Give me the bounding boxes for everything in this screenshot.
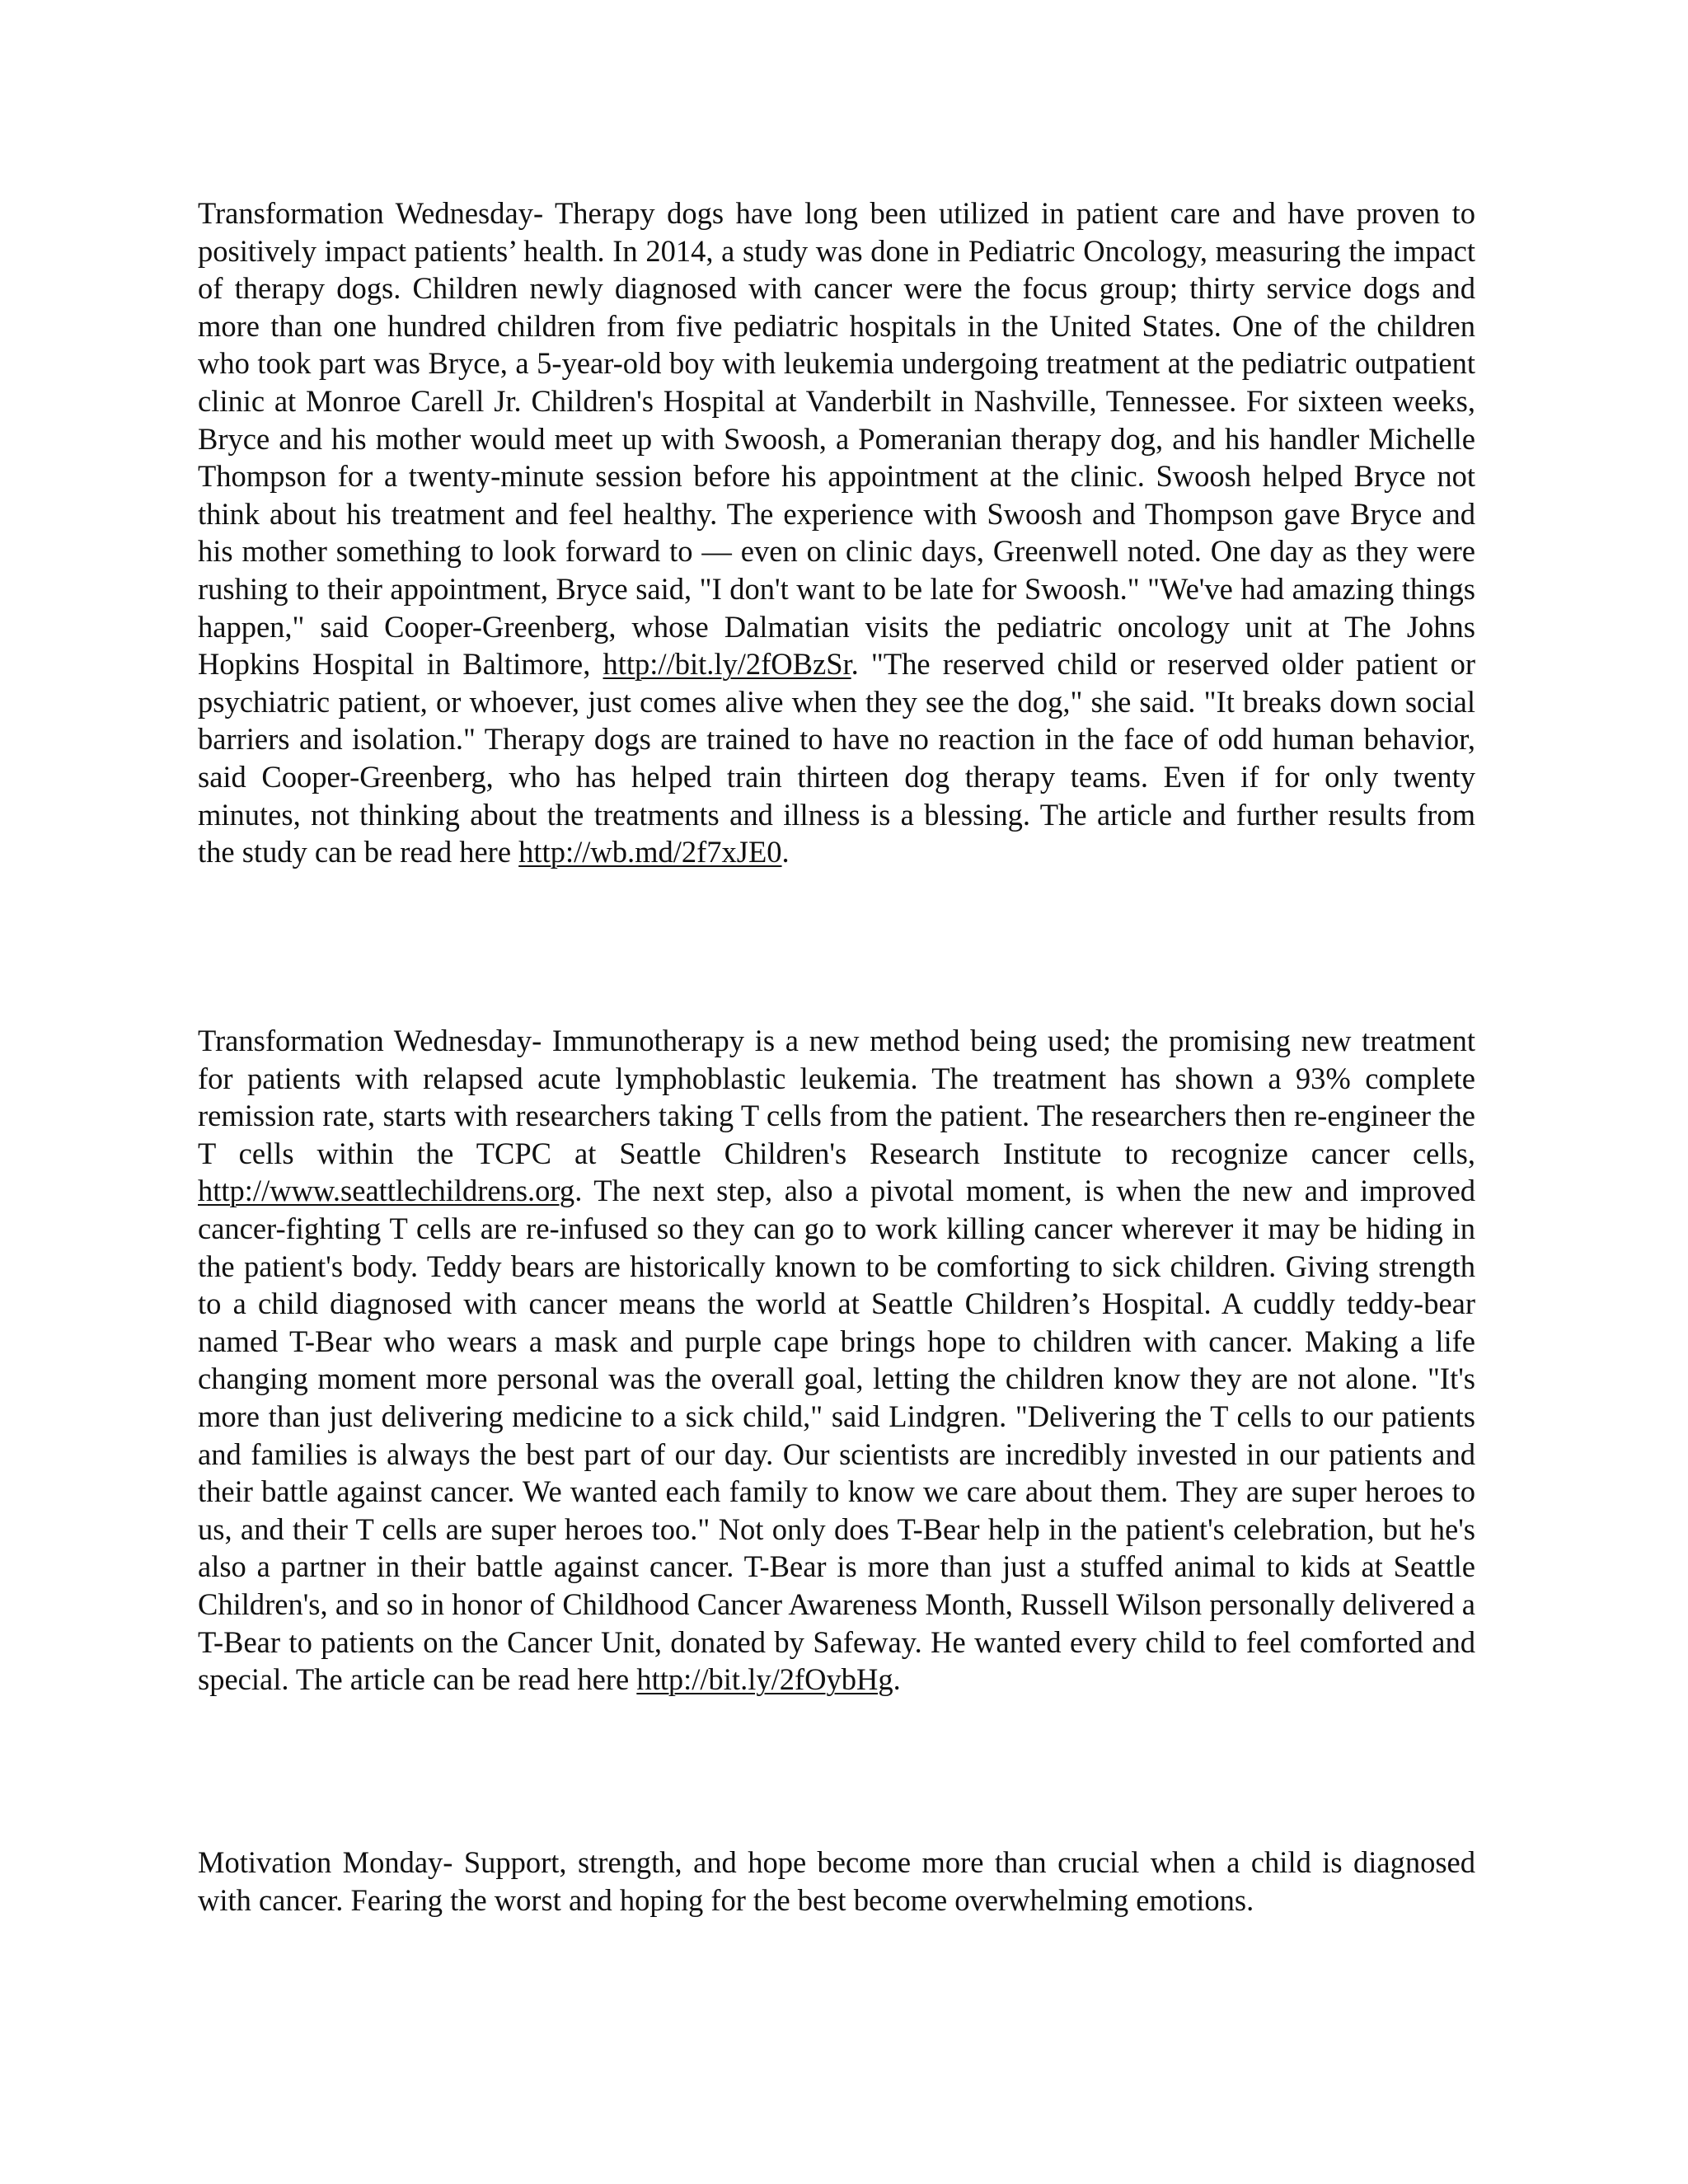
paragraph-text: . "The reserved child or reserved older patient or psychiatric patient, or whoever, just comes alive when they see the dog," she said. "It breaks down social barriers and isolation." Therapy dogs are trained to have no reaction in the face of odd human behavior, said Cooper-Greenberg, who has helped train thirteen dog therapy teams. Even if for only twenty minutes, not thinking about the treatments and illness is a blessing. The article and further results from the study can be read here <box>198 647 1475 869</box>
paragraph-text: Transformation Wednesday- Immunotherapy is a new method being used; the promising new treatment for patients with relapsed acute lymphoblastic leukemia. The treatment has shown a 93% complete remission rate, starts with researchers taking T cells from the patient. The researchers then re-engineer the T cells within the TCPC at Seattle Children's Research Institute to recognize cancer cells, <box>198 1024 1475 1170</box>
paragraph-text: . The next step, also a pivotal moment, is when the new and improved cancer-fighting T cells are re-infused so they can go to work killing cancer wherever it may be hiding in the patient's body. Teddy bears are historically known to be comforting to sick children. Giving strength to a child diagnosed with cancer means the world at Seattle Children’s Hospital. A cuddly teddy-bear named T-Bear who wears a mask and purple cape brings hope to children with cancer. Making a life changing moment more personal was the overall goal, letting the children know they are not alone. "It's more than just delivering medicine to a sick child," said Lindgren. "Delivering the T cells to our patients and families is always the best part of our day. Our scientists are incredibly invested in our patients and their battle against cancer. We wanted each family to know we care about them. They are super heroes to us, and their T cells are super heroes too." Not only does T-Bear help in the patient's celebration, but he's also a partner in their battle against cancer. T-Bear is more than just a stuffed animal to kids at Seattle Children's, and so in honor of Childhood Cancer Awareness Month, Russell Wilson personally delivered a T-Bear to patients on the Cancer Unit, donated by Safeway. He wanted every child to feel comforted and special. The article can be read here <box>198 1174 1475 1697</box>
paragraph-therapy-dogs <box>198 194 1475 871</box>
link-bitly-fobzsr[interactable]: http://bit.ly/2fOBzSr <box>603 647 851 682</box>
paragraph-text: Motivation Monday- Support, strength, and hope become more than crucial when a child is diagnosed with cancer. Fearing the worst and hoping for the best become overwhelming emotions. <box>198 1845 1475 1917</box>
link-webmd-article[interactable]: http://wb.md/2f7xJE0 <box>518 835 782 869</box>
paragraph-text: . <box>781 835 790 869</box>
paragraph-immunotherapy <box>198 1022 1475 1699</box>
link-bitly-foybhg[interactable]: http://bit.ly/2fOybHg <box>636 1662 893 1697</box>
paragraph-text: Transformation Wednesday- Therapy dogs have long been utilized in patient care and have proven to positively impact patients’ health. In 2014, a study was done in Pediatric Oncology, measuring the impact of therapy dogs. Children newly diagnosed with cancer were the focus group; thirty service dogs and more than one hundred children from five pediatric hospitals in the United States. One of the children who took part was Bryce, a 5-year-old boy with leukemia undergoing treatment at the pediatric outpatient clinic at Monroe Carell Jr. Children's Hospital at Vanderbilt in Nashville, Tennessee. For sixteen weeks, Bryce and his mother would meet up with Swoosh, a Pomeranian therapy dog, and his handler Michelle Thompson for a twenty-minute session before his appointment at the clinic. Swoosh helped Bryce not think about his treatment and feel healthy. The experience with Swoosh and Thompson gave Bryce and his mother something to look forward to — even on clinic days, Greenwell noted. One day as they were rushing to their appointment, Bryce said, "I don't want to be late for Swoosh." "We've had amazing things happen," said Cooper-Greenberg, whose Dalmatian visits the pediatric oncology unit at The Johns Hopkins Hospital in Baltimore, <box>198 196 1475 682</box>
paragraph-text: . <box>893 1662 901 1697</box>
paragraph-motivation-monday <box>198 1844 1475 1919</box>
link-seattlechildrens[interactable]: http://www.seattlechildrens.org <box>198 1174 575 1208</box>
